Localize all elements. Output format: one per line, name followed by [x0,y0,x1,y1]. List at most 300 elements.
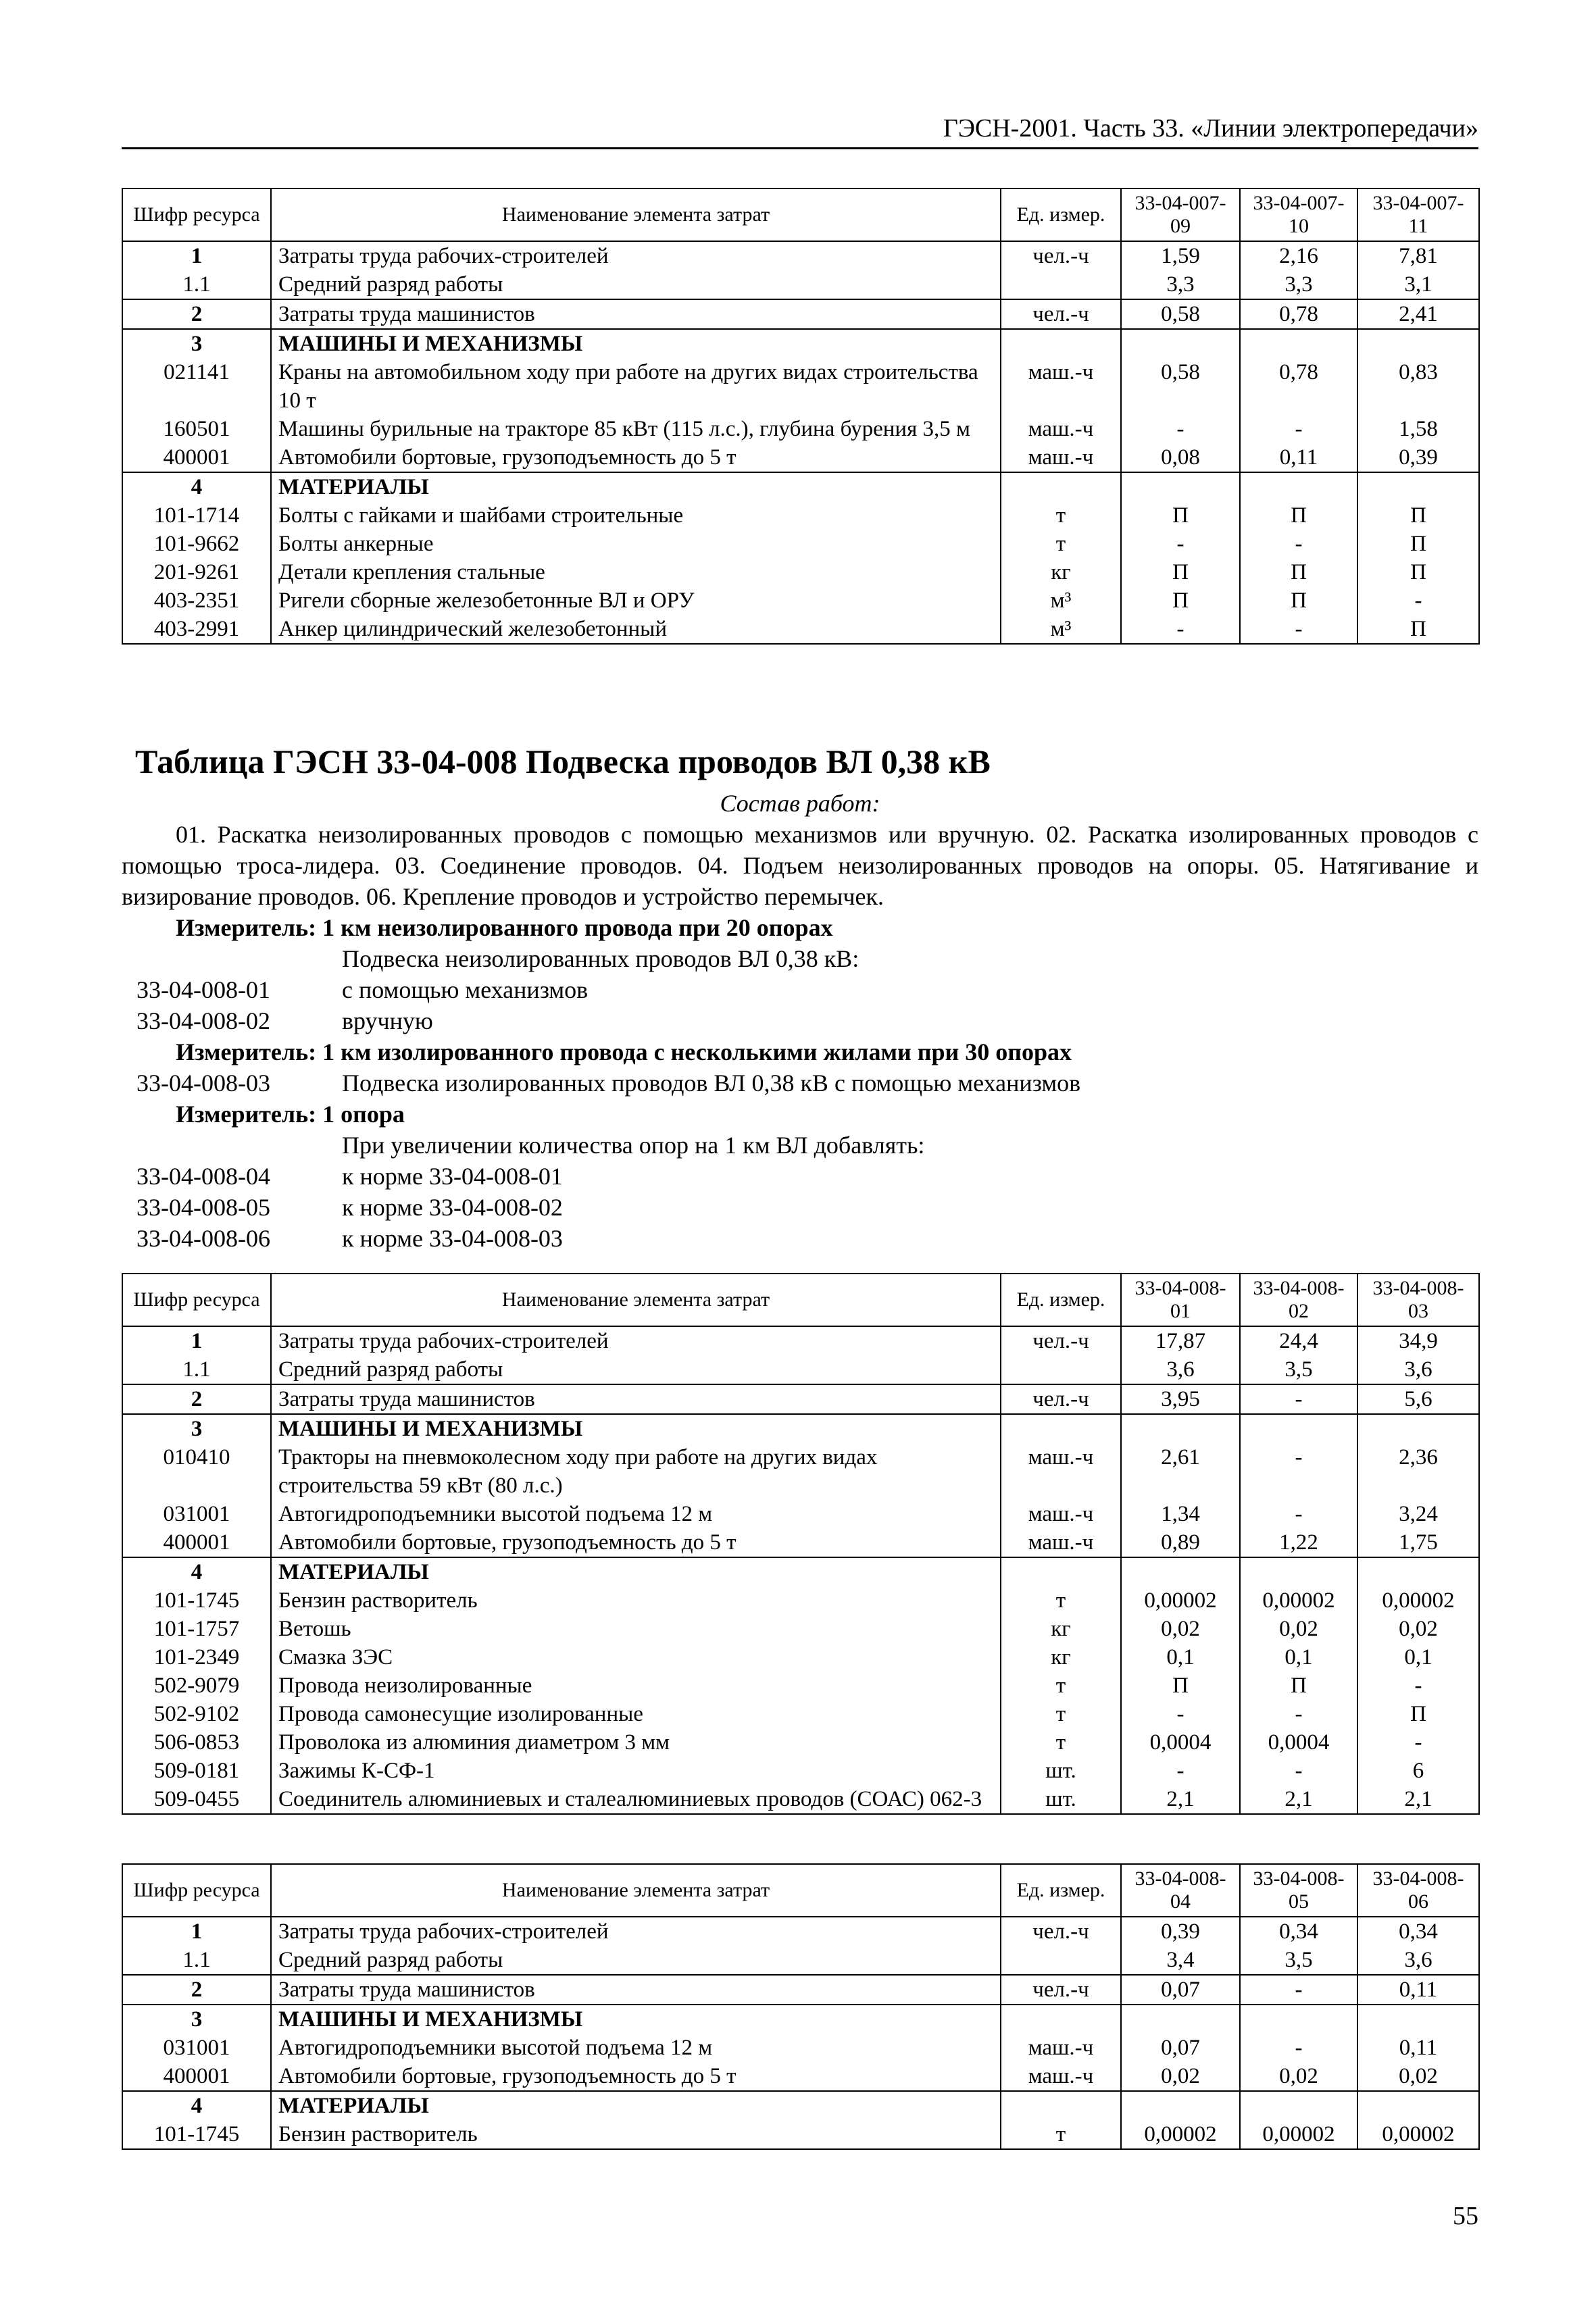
norm-value: - [1240,415,1357,443]
norm-value: П [1357,530,1479,558]
table-row [122,1946,1479,1975]
resource-code: 403-2991 [122,615,271,644]
cost-element-name: МАТЕРИАЛЫ [271,2091,1001,2120]
norm-value: П [1121,558,1240,586]
sostav-text: 01. Раскатка неизолированных проводов с помощью механизмов или вручную. 02. Раскатка изолированных проводов с помощью троса-лидера. 03. Соединение проводов. 04. Подъем неизолированных проводов на опоры. 05. Натягивание и визирование проводов. 06. Крепление проводов и устройство перемычек. [122,821,1478,910]
norm-value: 2,41 [1357,299,1479,329]
norm-value: - [1121,415,1240,443]
norm-value [1357,2005,1479,2034]
norm-value [1240,1414,1357,1443]
norm-value: - [1240,1443,1357,1500]
norm-text-05: к норме 33-04-008-02 [342,1194,563,1221]
norm-value: 3,1 [1357,270,1479,299]
header-norm-column: 33-04-008-06 [1357,1864,1479,1917]
norm-value: 0,58 [1121,299,1240,329]
norm-table-008-01-03 [122,1273,1480,1815]
norm-value: 0,02 [1121,2062,1240,2091]
cost-element-name: Проволока из алюминия диаметром 3 мм [271,1728,1001,1757]
resource-code: 101-1745 [122,1586,271,1615]
table-row [122,1671,1479,1700]
unit: шт. [1001,1757,1121,1785]
resource-code: 2 [122,1384,271,1414]
table-row [122,1355,1479,1384]
norm-value: 0,00002 [1121,1586,1240,1615]
norm-value: 3,6 [1357,1946,1479,1975]
page-header: ГЭСН-2001. Часть 33. «Линии электропередачи» [943,114,1478,143]
norm-value: - [1240,1700,1357,1728]
resource-code: 4 [122,2091,271,2120]
resource-code: 021141 [122,358,271,415]
cost-element-name: Автомобили бортовые, грузоподъемность до 5 т [271,1528,1001,1557]
norm-value: - [1357,1728,1479,1757]
norm-code-01: 33-04-008-01 [136,976,270,1003]
unit: т [1001,2120,1121,2149]
cost-element-name: Затраты труда рабочих-строителей [271,241,1001,270]
norm-value: 1,58 [1357,415,1479,443]
norm-value: - [1121,1700,1240,1728]
norm-value: 0,02 [1240,1615,1357,1643]
cost-element-name: МАТЕРИАЛЫ [271,472,1001,501]
norm-value [1121,2091,1240,2120]
resource-code: 506-0853 [122,1728,271,1757]
resource-code: 101-9662 [122,530,271,558]
table-row [122,530,1479,558]
cost-element-name: Средний разряд работы [271,270,1001,299]
unit: м³ [1001,615,1121,644]
measure-1: Измеритель: 1 км неизолированного провода при 20 опорах [176,914,833,941]
unit: маш.-ч [1001,1528,1121,1557]
norm-value: 0,0004 [1240,1728,1357,1757]
cost-element-name: Затраты труда рабочих-строителей [271,1917,1001,1946]
table-row [122,2005,1479,2034]
unit: чел.-ч [1001,1917,1121,1946]
table-row [122,1557,1479,1586]
header-unit: Ед. измер. [1001,188,1121,241]
unit: маш.-ч [1001,2062,1121,2091]
cost-element-name: Средний разряд работы [271,1946,1001,1975]
measure-1-sub: Подвеска неизолированных проводов ВЛ 0,38 кВ: [342,945,859,972]
resource-code: 031001 [122,1500,271,1528]
page-number: 55 [1453,2202,1478,2230]
header-rule [122,147,1478,149]
table-row [122,1700,1479,1728]
unit [1001,1355,1121,1384]
cost-element-name: Средний разряд работы [271,1355,1001,1384]
norm-value: - [1121,615,1240,644]
unit: кг [1001,558,1121,586]
norm-value: 0,08 [1121,443,1240,472]
unit: маш.-ч [1001,415,1121,443]
norm-value [1121,1557,1240,1586]
resource-code: 1.1 [122,1355,271,1384]
norm-value: 0,83 [1357,358,1479,415]
cost-element-name: МАШИНЫ И МЕХАНИЗМЫ [271,329,1001,358]
norm-value: 0,00002 [1240,2120,1357,2149]
table-row [122,299,1479,329]
norm-value: П [1357,1700,1479,1728]
cost-element-name: Затраты труда машинистов [271,299,1001,329]
norm-value: 0,89 [1121,1528,1240,1557]
unit [1001,270,1121,299]
norm-value: 0,1 [1240,1643,1357,1671]
cost-element-name: Тракторы на пневмоколесном ходу при работе на других видах строительства 59 кВт (80 л.с.) [271,1443,1001,1500]
norm-value: 2,36 [1357,1443,1479,1500]
unit [1001,1946,1121,1975]
table-row [122,241,1479,270]
header-norm-column: 33-04-008-04 [1121,1864,1240,1917]
resource-code: 509-0455 [122,1785,271,1814]
cost-element-name: Бензин растворитель [271,1586,1001,1615]
resource-code: 101-2349 [122,1643,271,1671]
table-row [122,270,1479,299]
table-header-row [122,1864,1479,1917]
norm-value [1357,472,1479,501]
resource-code: 031001 [122,2034,271,2062]
table-row [122,1785,1479,1814]
norm-value: 7,81 [1357,241,1479,270]
norm-value: 0,02 [1357,2062,1479,2091]
resource-code: 1.1 [122,270,271,299]
measure-3: Измеритель: 1 опора [176,1101,405,1128]
cost-element-name: Затраты труда машинистов [271,1975,1001,2005]
header-unit: Ед. измер. [1001,1274,1121,1326]
cost-element-name: МАТЕРИАЛЫ [271,1557,1001,1586]
resource-code: 403-2351 [122,586,271,615]
norm-value: 0,11 [1357,1975,1479,2005]
norm-value: 3,95 [1121,1384,1240,1414]
norm-value: - [1240,1757,1357,1785]
table-row [122,1643,1479,1671]
norm-text-02: вручную [342,1007,433,1034]
norm-value: 0,02 [1357,1615,1479,1643]
norm-table-008-04-06 [122,1863,1480,2150]
norm-value: 0,07 [1121,1975,1240,2005]
norm-value: 0,00002 [1240,1586,1357,1615]
norm-value [1240,2091,1357,2120]
cost-element-name: Смазка ЗЭС [271,1643,1001,1671]
resource-code: 3 [122,329,271,358]
table-row [122,2091,1479,2120]
cost-element-name: Автогидроподъемники высотой подъема 12 м [271,1500,1001,1528]
unit [1001,1557,1121,1586]
norm-value: 0,78 [1240,299,1357,329]
resource-code: 502-9102 [122,1700,271,1728]
resource-code: 201-9261 [122,558,271,586]
norm-value [1240,2005,1357,2034]
norm-value: 0,1 [1357,1643,1479,1671]
cost-element-name: Ригели сборные железобетонные ВЛ и ОРУ [271,586,1001,615]
table-row [122,1757,1479,1785]
table-row [122,1384,1479,1414]
resource-code: 4 [122,1557,271,1586]
unit: чел.-ч [1001,299,1121,329]
header-code: Шифр ресурса [122,1274,271,1326]
section-title: Таблица ГЭСН 33-04-008 Подвеска проводов ВЛ 0,38 кВ [135,743,991,780]
unit: шт. [1001,1785,1121,1814]
norm-text-03: Подвеска изолированных проводов ВЛ 0,38 кВ с помощью механизмов [342,1070,1081,1097]
norm-value: 0,1 [1121,1643,1240,1671]
norm-value: 3,6 [1357,1355,1479,1384]
unit: маш.-ч [1001,2034,1121,2062]
norm-value [1121,472,1240,501]
norm-value: 1,75 [1357,1528,1479,1557]
norm-value: - [1240,615,1357,644]
norm-value: 0,00002 [1357,2120,1479,2149]
norm-value: 2,16 [1240,241,1357,270]
table-row [122,1443,1479,1500]
norm-value: 0,78 [1240,358,1357,415]
unit [1001,2005,1121,2034]
unit [1001,1414,1121,1443]
header-code: Шифр ресурса [122,1864,271,1917]
norm-value: П [1121,501,1240,530]
norm-value: - [1240,1384,1357,1414]
norm-value: - [1240,1500,1357,1528]
resource-code: 2 [122,1975,271,2005]
sostav-label: Состав работ: [720,790,880,817]
norm-value [1357,1414,1479,1443]
norm-value: 3,6 [1121,1355,1240,1384]
table-row [122,2034,1479,2062]
norm-value: П [1240,501,1357,530]
cost-element-name: Провода неизолированные [271,1671,1001,1700]
resource-code: 1 [122,241,271,270]
norm-value: - [1121,1757,1240,1785]
cost-element-name: Болты анкерные [271,530,1001,558]
cost-element-name: Анкер цилиндрический железобетонный [271,615,1001,644]
norm-value: П [1357,558,1479,586]
norm-value: 0,58 [1121,358,1240,415]
unit: т [1001,1586,1121,1615]
norm-value: 0,00002 [1121,2120,1240,2149]
norm-value: 2,61 [1121,1443,1240,1500]
table-row [122,1728,1479,1757]
norm-value: 1,34 [1121,1500,1240,1528]
norm-code-02: 33-04-008-02 [136,1007,270,1034]
table-row [122,1414,1479,1443]
cost-element-name: Краны на автомобильном ходу при работе на других видах строительства 10 т [271,358,1001,415]
unit: маш.-ч [1001,1500,1121,1528]
cost-element-name: Бензин растворитель [271,2120,1001,2149]
resource-code: 3 [122,1414,271,1443]
unit [1001,329,1121,358]
norm-value: П [1240,558,1357,586]
table-row [122,1326,1479,1355]
table-row [122,443,1479,472]
norm-value [1357,329,1479,358]
resource-code: 400001 [122,2062,271,2091]
unit: т [1001,1728,1121,1757]
table-row [122,501,1479,530]
norm-value: 34,9 [1357,1326,1479,1355]
resource-code: 160501 [122,415,271,443]
resource-code: 400001 [122,443,271,472]
resource-code: 4 [122,472,271,501]
norm-value [1357,2091,1479,2120]
table-row [122,1615,1479,1643]
unit: кг [1001,1643,1121,1671]
cost-element-name: Ветошь [271,1615,1001,1643]
table-row [122,2120,1479,2149]
cost-element-name: МАШИНЫ И МЕХАНИЗМЫ [271,1414,1001,1443]
norm-value: 0,02 [1121,1615,1240,1643]
cost-element-name: Автомобили бортовые, грузоподъемность до 5 т [271,443,1001,472]
norm-value: 0,34 [1357,1917,1479,1946]
norm-value: - [1240,1975,1357,2005]
resource-code: 1.1 [122,1946,271,1975]
cost-element-name: Автомобили бортовые, грузоподъемность до 5 т [271,2062,1001,2091]
unit: т [1001,1700,1121,1728]
header-norm-column: 33-04-008-01 [1121,1274,1240,1326]
unit: чел.-ч [1001,1326,1121,1355]
header-code: Шифр ресурса [122,188,271,241]
norm-value: 0,07 [1121,2034,1240,2062]
norm-value: 3,5 [1240,1355,1357,1384]
unit: кг [1001,1615,1121,1643]
table-header-row [122,188,1479,241]
resource-code: 509-0181 [122,1757,271,1785]
measure-2: Измеритель: 1 км изолированного провода с несколькими жилами при 30 опорах [176,1038,1072,1065]
norm-value [1121,1414,1240,1443]
table-row [122,415,1479,443]
norm-value: - [1240,530,1357,558]
norm-value [1121,329,1240,358]
norm-value: - [1357,1671,1479,1700]
table-row [122,586,1479,615]
norm-value: 2,1 [1121,1785,1240,1814]
norm-value [1357,1557,1479,1586]
header-name: Наименование элемента затрат [271,1864,1001,1917]
norm-value: 3,24 [1357,1500,1479,1528]
cost-element-name: МАШИНЫ И МЕХАНИЗМЫ [271,2005,1001,2034]
norm-value: 0,00002 [1357,1586,1479,1615]
header-name: Наименование элемента затрат [271,188,1001,241]
norm-value: 0,02 [1240,2062,1357,2091]
norm-value: 0,34 [1240,1917,1357,1946]
resource-code: 101-1714 [122,501,271,530]
header-norm-column: 33-04-008-02 [1240,1274,1357,1326]
resource-code: 400001 [122,1528,271,1557]
cost-element-name: Затраты труда рабочих-строителей [271,1326,1001,1355]
header-norm-column: 33-04-007-10 [1240,188,1357,241]
table-row [122,1528,1479,1557]
resource-code: 1 [122,1917,271,1946]
table-row [122,615,1479,644]
norm-code-05: 33-04-008-05 [136,1194,270,1221]
cost-element-name: Машины бурильные на тракторе 85 кВт (115 л.с.), глубина бурения 3,5 м [271,415,1001,443]
unit: т [1001,1671,1121,1700]
resource-code: 3 [122,2005,271,2034]
table-row [122,472,1479,501]
norm-code-04: 33-04-008-04 [136,1163,270,1190]
unit: чел.-ч [1001,1975,1121,2005]
cost-element-name: Автогидроподъемники высотой подъема 12 м [271,2034,1001,2062]
cost-element-name: Затраты труда машинистов [271,1384,1001,1414]
unit: маш.-ч [1001,358,1121,415]
header-norm-column: 33-04-008-05 [1240,1864,1357,1917]
norm-value: 3,5 [1240,1946,1357,1975]
norm-value [1240,329,1357,358]
resource-code: 1 [122,1326,271,1355]
header-norm-column: 33-04-007-11 [1357,188,1479,241]
cost-element-name: Детали крепления стальные [271,558,1001,586]
unit [1001,2091,1121,2120]
header-norm-column: 33-04-007-09 [1121,188,1240,241]
norm-value: 17,87 [1121,1326,1240,1355]
norm-value: 0,39 [1357,443,1479,472]
norm-value: 2,1 [1357,1785,1479,1814]
resource-code: 010410 [122,1443,271,1500]
norm-value: 1,59 [1121,241,1240,270]
cost-element-name: Провода самонесущие изолированные [271,1700,1001,1728]
norm-value: 5,6 [1357,1384,1479,1414]
norm-value: 0,11 [1240,443,1357,472]
unit: маш.-ч [1001,1443,1121,1500]
norm-value: 0,11 [1357,2034,1479,2062]
norm-value: 3,3 [1121,270,1240,299]
norm-value: 2,1 [1240,1785,1357,1814]
norm-value [1240,1557,1357,1586]
norm-value: - [1121,530,1240,558]
cost-element-name: Зажимы К-СФ-1 [271,1757,1001,1785]
norm-value: 6 [1357,1757,1479,1785]
resource-code: 502-9079 [122,1671,271,1700]
measure-3-sub: При увеличении количества опор на 1 км ВЛ добавлять: [342,1132,925,1159]
unit: чел.-ч [1001,241,1121,270]
norm-value: П [1121,586,1240,615]
table-row [122,358,1479,415]
norm-value: П [1357,615,1479,644]
table-header-row [122,1274,1479,1326]
resource-code: 101-1745 [122,2120,271,2149]
norm-value: 24,4 [1240,1326,1357,1355]
unit: маш.-ч [1001,443,1121,472]
unit [1001,472,1121,501]
header-norm-column: 33-04-008-03 [1357,1274,1479,1326]
table-row [122,1917,1479,1946]
norm-value [1121,2005,1240,2034]
table-row [122,1975,1479,2005]
norm-value: П [1240,1671,1357,1700]
norm-value: П [1240,586,1357,615]
header-unit: Ед. измер. [1001,1864,1121,1917]
resource-code: 101-1757 [122,1615,271,1643]
norm-value: - [1357,586,1479,615]
norm-value: 0,39 [1121,1917,1240,1946]
unit: т [1001,501,1121,530]
norm-value: 3,4 [1121,1946,1240,1975]
header-name: Наименование элемента затрат [271,1274,1001,1326]
unit: м³ [1001,586,1121,615]
norm-text-06: к норме 33-04-008-03 [342,1225,563,1252]
norm-value: 1,22 [1240,1528,1357,1557]
table-row [122,2062,1479,2091]
norm-text-01: с помощью механизмов [342,976,589,1003]
unit: чел.-ч [1001,1384,1121,1414]
table-row [122,329,1479,358]
norm-value: 3,3 [1240,270,1357,299]
norm-text-04: к норме 33-04-008-01 [342,1163,563,1190]
resource-code: 2 [122,299,271,329]
norm-value: П [1357,501,1479,530]
norm-value [1240,472,1357,501]
table-row [122,1500,1479,1528]
norm-code-06: 33-04-008-06 [136,1225,270,1252]
table-row [122,1586,1479,1615]
norm-value: 0,0004 [1121,1728,1240,1757]
table-row [122,558,1479,586]
norm-value: - [1240,2034,1357,2062]
